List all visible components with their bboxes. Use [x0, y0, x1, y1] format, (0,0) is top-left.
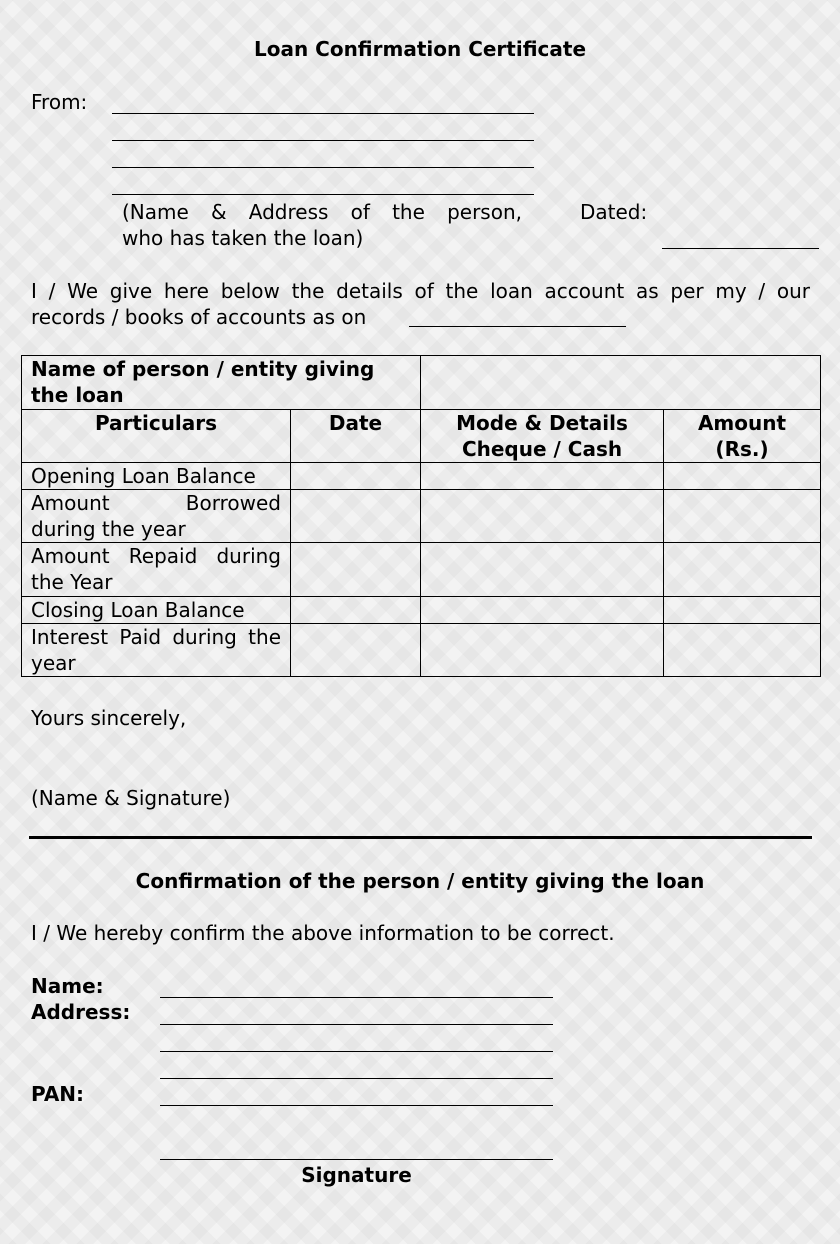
row-label: Opening Loan Balance [31, 464, 256, 488]
particulars-header [22, 410, 291, 463]
name-line[interactable] [160, 997, 553, 998]
document-title: Loan Confirmation Certificate [253, 37, 587, 61]
signature-note: (Name & Signature) [31, 786, 231, 810]
mode-cell[interactable] [421, 597, 664, 624]
table-row [22, 410, 821, 463]
address-line-3[interactable] [160, 1078, 553, 1079]
pan-label: PAN: [31, 1082, 85, 1106]
name-address-note-line1: (Name & Address of the person, [122, 200, 522, 224]
mode-cell[interactable] [421, 543, 664, 597]
dated-label: Dated: [580, 200, 648, 224]
amount-cell[interactable] [664, 624, 821, 677]
address-label: Address: [31, 1000, 131, 1024]
date-cell[interactable] [291, 597, 421, 624]
from-line-3[interactable] [112, 167, 534, 168]
date-cell[interactable] [291, 490, 421, 543]
name-address-note-line2: who has taken the loan) [122, 226, 364, 250]
amount-header [664, 410, 821, 463]
row-label: Closing Loan Balance [31, 598, 245, 622]
mode-cell[interactable] [421, 463, 664, 490]
row-label-cell [22, 597, 291, 624]
signature-label: Signature [301, 1163, 412, 1187]
table-row [22, 356, 821, 410]
address-line-2[interactable] [160, 1051, 553, 1052]
table-row [22, 624, 821, 677]
amount-header-line2: (Rs.) [715, 437, 769, 461]
date-header [291, 410, 421, 463]
as-on-date-line[interactable] [409, 326, 626, 327]
mode-header-line2: Cheque / Cash [461, 437, 623, 461]
date-header-label: Date [328, 411, 383, 435]
date-cell[interactable] [291, 624, 421, 677]
row-label-cell [22, 624, 291, 677]
row-label-cell [22, 490, 291, 543]
table-row [22, 597, 821, 624]
table-row [22, 490, 821, 543]
intro-line1: I / We give here below the details of the loan account as per my / our [31, 279, 810, 303]
amount-header-line1: Amount [697, 411, 787, 435]
table-row [22, 463, 821, 490]
row-label: Interest Paid during the year [31, 625, 281, 675]
section-divider [29, 836, 812, 839]
confirmation-text: I / We hereby confirm the above information to be correct. [31, 921, 615, 945]
table-row [22, 543, 821, 597]
confirmation-heading: Confirmation of the person / entity giving the loan [135, 869, 705, 893]
pan-line[interactable] [160, 1105, 553, 1106]
mode-cell[interactable] [421, 624, 664, 677]
row-label-cell [22, 463, 291, 490]
closing-text: Yours sincerely, [31, 706, 187, 730]
loan-details-table [21, 355, 821, 677]
particulars-header-label: Particulars [94, 411, 218, 435]
amount-cell[interactable] [664, 597, 821, 624]
amount-cell[interactable] [664, 490, 821, 543]
from-line-2[interactable] [112, 140, 534, 141]
mode-header [421, 410, 664, 463]
mode-header-line1: Mode & Details [456, 411, 628, 435]
lender-name-cell[interactable] [421, 356, 821, 410]
lender-header-label: Name of person / entity giving the loan [31, 357, 375, 407]
from-line-4[interactable] [112, 194, 534, 195]
row-label: Amount Repaid during the Year [31, 544, 281, 594]
lender-header-cell [22, 356, 421, 410]
dated-line[interactable] [662, 248, 819, 249]
address-line-1[interactable] [160, 1024, 553, 1025]
intro-line2: records / books of accounts as on [31, 305, 367, 329]
from-label: From: [31, 90, 88, 114]
amount-cell[interactable] [664, 463, 821, 490]
amount-cell[interactable] [664, 543, 821, 597]
mode-cell[interactable] [421, 490, 664, 543]
signature-line[interactable] [160, 1159, 553, 1160]
name-label: Name: [31, 974, 104, 998]
date-cell[interactable] [291, 463, 421, 490]
row-label: Amount Borrowed during the year [31, 491, 281, 541]
row-label-cell [22, 543, 291, 597]
from-line-1[interactable] [112, 113, 534, 114]
date-cell[interactable] [291, 543, 421, 597]
